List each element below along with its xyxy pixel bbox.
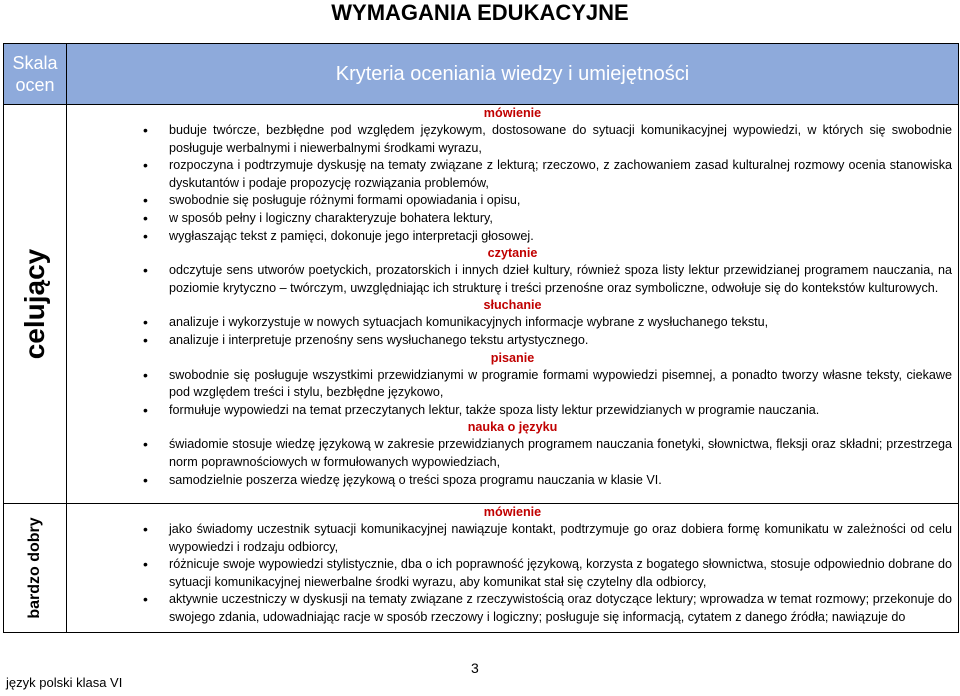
- list-item: • analizuje i wykorzystuje w nowych sytuacjach komunikacyjnych informacje wybrane z wysłuchanego tekstu,: [169, 314, 952, 332]
- table-header-row: [4, 44, 959, 105]
- page-title: WYMAGANIA EDUKACYJNE: [331, 0, 629, 25]
- grade-row-celujacy: [4, 105, 959, 504]
- list-item: • odczytuje sens utworów poetyckich, prozatorskich i innych dzieł kultury, również spoza listy lektur przewidzianej programem nauczania, na poziomie krytyczno – twórczym, uwzględniając ich strukturę i treści przenośne oraz symboliczne, odwołuje się do kontekstów kulturowych.: [169, 262, 952, 297]
- grade-row-bardzo-dobry: [4, 504, 959, 633]
- section-heading: czytanie: [487, 246, 538, 261]
- list-item: • w sposób pełny i logiczny charakteryzuje bohatera lektury,: [169, 210, 952, 228]
- section-heading: mówienie: [483, 106, 542, 120]
- header-scale: Skala ocen: [4, 44, 67, 105]
- section-heading: słuchanie: [483, 298, 542, 313]
- list-item: • formułuje wypowiedzi na temat przeczytanych lektur, także spoza listy lektur przewidzianych w programie nauczania.: [169, 402, 952, 420]
- criteria-cell: [67, 105, 959, 504]
- list-item: • swobodnie się posługuje wszystkimi przewidzianymi w programie formami wypowiedzi pisemnej, a ponadto tworzy własne teksty, ciekawe pod względem treści i stylu, bezbłędne językowo,: [169, 367, 952, 402]
- list-item: • różnicuje swoje wypowiedzi stylistycznie, dba o ich poprawność językową, korzysta z bogatego słownictwa, stosuje odpowiednio dobrane do sytuacji komunikacyjnej niewerbalne środki wyrazu, aby komunikat stał się czytelny dla odbiorcy,: [169, 556, 952, 591]
- section: [67, 245, 958, 297]
- section: [67, 504, 958, 630]
- section: [67, 350, 958, 420]
- list-item: • analizuje i interpretuje przenośny sens wysłuchanego tekstu artystycznego.: [169, 332, 952, 350]
- list-item: • jako świadomy uczestnik sytuacji komunikacyjnej nawiązuje kontakt, podtrzymuje go oraz dobiera formę komunikatu w zależności od celu wypowiedzi i rodzaju odbiorcy,: [169, 521, 952, 556]
- list-item: • wygłaszając tekst z pamięci, dokonuje jego interpretacji głosowej.: [169, 228, 952, 246]
- footer-text: język polski klasa VI: [6, 675, 123, 690]
- list-item: • buduje twórcze, bezbłędne pod względem językowym, dostosowane do sytuacji komunikacyjnej wypowiedzi, w których się swobodnie posługuje werbalnymi i niewerbalnymi środkami wyrazu,: [169, 122, 952, 157]
- section-heading: pisanie: [490, 350, 535, 365]
- section: [67, 105, 958, 245]
- list-item: • świadomie stosuje wiedzę językową w zakresie przewidzianych programem nauczania fonetyki, słownictwa, fleksji oraz składni; przestrzega norm poprawnościowych w formułowanych wypowiedziach,: [169, 436, 952, 471]
- section: [67, 297, 958, 349]
- grade-cell: [4, 504, 67, 633]
- criteria-cell: [67, 504, 959, 633]
- page-number: 3: [471, 660, 479, 676]
- section-heading: nauka o języku: [467, 420, 558, 435]
- section: [67, 419, 958, 489]
- section-heading: mówienie: [483, 505, 542, 519]
- grade-label: celujący: [19, 248, 50, 360]
- requirements-table: [3, 43, 959, 633]
- grade-label: bardzo dobry: [26, 517, 43, 619]
- list-item: • aktywnie uczestniczy w dyskusji na tematy związane z rzeczywistością oraz dotyczące lektury; wprowadza w temat rozmowy; przekonuje do swojego zdania, udowadniając racje w sposób rzeczowy i logiczny; posługuje się informacją, cytatem z danego źródła; nawiązuje do: [169, 591, 952, 626]
- header-criteria: Kryteria oceniania wiedzy i umiejętności: [67, 44, 959, 105]
- list-item: • rozpoczyna i podtrzymuje dyskusję na tematy związane z lekturą; rzeczowo, z zachowaniem zasad kulturalnej rozmowy ocenia stanowiska dyskutantów i podaje propozycję rozwiązania problemów,: [169, 157, 952, 192]
- list-item: • swobodnie się posługuje różnymi formami opowiadania i opisu,: [169, 192, 952, 210]
- list-item: • samodzielnie poszerza wiedzę językową o treści spoza programu nauczania w klasie VI.: [169, 472, 952, 490]
- grade-cell: [4, 105, 67, 504]
